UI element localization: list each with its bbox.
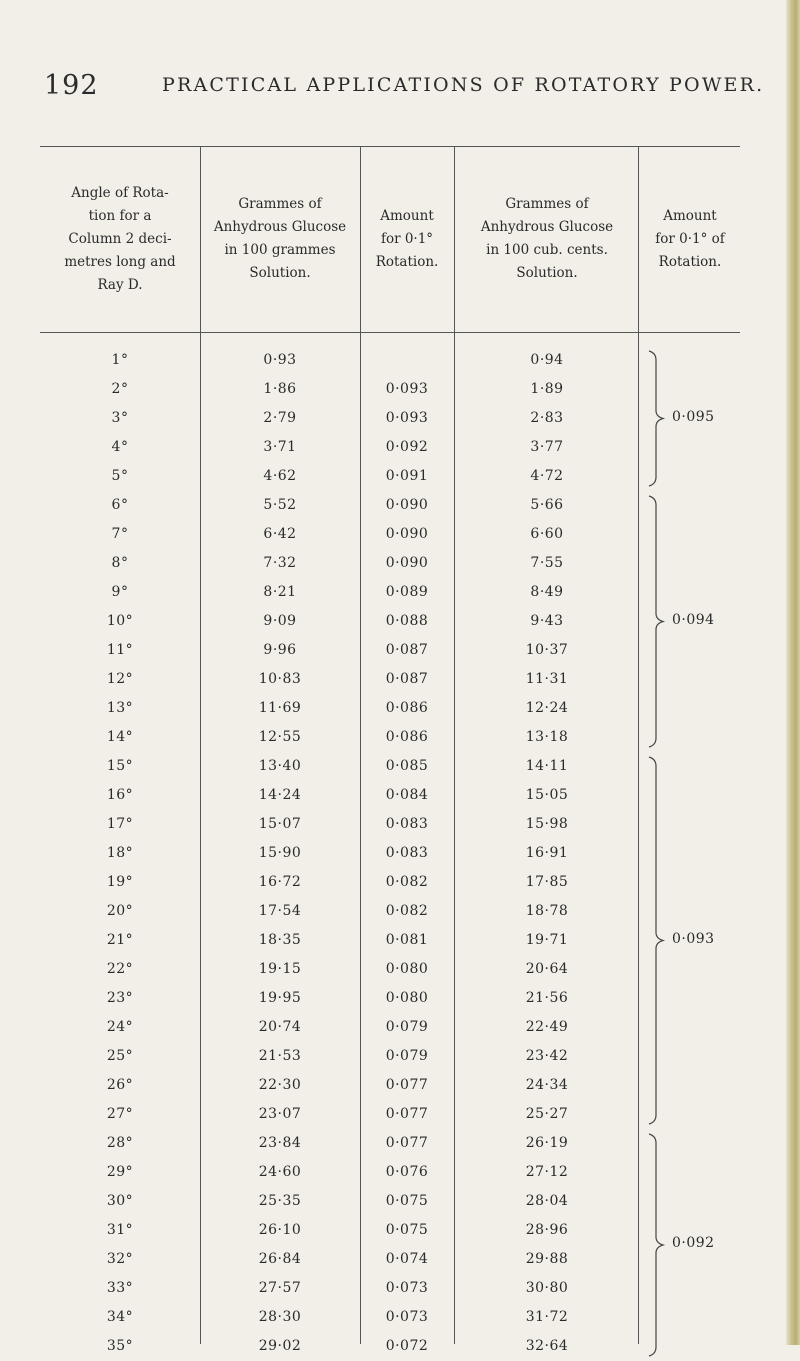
grams-per-100cc-cell: 14·11 bbox=[525, 758, 569, 774]
grams-per-100g-cell: 29·02 bbox=[258, 1338, 302, 1354]
angle-cell: 18° bbox=[106, 845, 134, 861]
table-row bbox=[40, 636, 740, 665]
table-row bbox=[40, 462, 740, 491]
amount-cell: 0·079 bbox=[385, 1019, 429, 1035]
table-row bbox=[40, 1245, 740, 1274]
amount-cell: 0·087 bbox=[385, 671, 429, 687]
angle-cell: 31° bbox=[106, 1222, 134, 1238]
table-row bbox=[40, 491, 740, 520]
angle-cell: 26° bbox=[106, 1077, 134, 1093]
grams-per-100g-cell: 0·93 bbox=[263, 352, 297, 368]
grams-per-100g-cell: 28·30 bbox=[258, 1309, 302, 1325]
table-row bbox=[40, 607, 740, 636]
angle-cell: 11° bbox=[106, 642, 134, 658]
grams-per-100g-cell: 18·35 bbox=[258, 932, 302, 948]
grams-per-100cc-cell: 22·49 bbox=[525, 1019, 569, 1035]
grams-per-100cc-cell: 28·96 bbox=[525, 1222, 569, 1238]
brace-icon bbox=[646, 756, 666, 1125]
group-amount: 0·092 bbox=[672, 1235, 715, 1251]
table-row bbox=[40, 1129, 740, 1158]
grams-per-100cc-cell: 24·34 bbox=[525, 1077, 569, 1093]
table-row bbox=[40, 1100, 740, 1129]
angle-cell: 34° bbox=[106, 1309, 134, 1325]
grams-per-100cc-cell: 28·04 bbox=[525, 1193, 569, 1209]
angle-cell: 9° bbox=[111, 584, 129, 600]
grams-per-100g-cell: 26·10 bbox=[258, 1222, 302, 1238]
grams-per-100g-cell: 9·96 bbox=[263, 642, 297, 658]
table-row bbox=[40, 549, 740, 578]
angle-cell: 2° bbox=[111, 381, 129, 397]
table-row bbox=[40, 752, 740, 781]
table-row bbox=[40, 1216, 740, 1245]
amount-cell: 0·080 bbox=[385, 961, 429, 977]
amount-cell: 0·075 bbox=[385, 1222, 429, 1238]
grams-per-100cc-cell: 25·27 bbox=[525, 1106, 569, 1122]
amount-cell: 0·074 bbox=[385, 1251, 429, 1267]
angle-cell: 7° bbox=[111, 526, 129, 542]
grams-per-100cc-cell: 16·91 bbox=[525, 845, 569, 861]
grams-per-100g-cell: 5·52 bbox=[263, 497, 297, 513]
grams-per-100cc-cell: 5·66 bbox=[530, 497, 564, 513]
amount-cell: 0·091 bbox=[385, 468, 429, 484]
brace-icon bbox=[646, 350, 666, 487]
angle-cell: 24° bbox=[106, 1019, 134, 1035]
angle-cell: 27° bbox=[106, 1106, 134, 1122]
amount-cell: 0·073 bbox=[385, 1280, 429, 1296]
angle-cell: 29° bbox=[106, 1164, 134, 1180]
table-row bbox=[40, 520, 740, 549]
table-row bbox=[40, 1071, 740, 1100]
grams-per-100cc-cell: 26·19 bbox=[525, 1135, 569, 1151]
amount-cell: 0·085 bbox=[385, 758, 429, 774]
grams-per-100g-cell: 22·30 bbox=[258, 1077, 302, 1093]
grams-per-100g-cell: 19·15 bbox=[258, 961, 302, 977]
angle-cell: 35° bbox=[106, 1338, 134, 1354]
amount-cell: 0·090 bbox=[385, 555, 429, 571]
table-row bbox=[40, 578, 740, 607]
page-edge bbox=[786, 0, 800, 1345]
grams-per-100cc-cell: 4·72 bbox=[530, 468, 564, 484]
grams-per-100g-cell: 23·84 bbox=[258, 1135, 302, 1151]
grams-per-100cc-cell: 6·60 bbox=[530, 526, 564, 542]
header-grams-per-100cc: Grammes of Anhydrous Glucose in 100 cub. cents. Solution. bbox=[480, 196, 614, 281]
table-row bbox=[40, 665, 740, 694]
table-row bbox=[40, 1274, 740, 1303]
angle-cell: 28° bbox=[106, 1135, 134, 1151]
amount-cell: 0·075 bbox=[385, 1193, 429, 1209]
grams-per-100g-cell: 24·60 bbox=[258, 1164, 302, 1180]
grams-per-100cc-cell: 18·78 bbox=[525, 903, 569, 919]
grams-per-100g-cell: 27·57 bbox=[258, 1280, 302, 1296]
angle-cell: 12° bbox=[106, 671, 134, 687]
angle-cell: 30° bbox=[106, 1193, 134, 1209]
grams-per-100cc-cell: 7·55 bbox=[530, 555, 564, 571]
angle-cell: 5° bbox=[111, 468, 129, 484]
grams-per-100g-cell: 14·24 bbox=[258, 787, 302, 803]
amount-cell: 0·093 bbox=[385, 410, 429, 426]
header-angle: Angle of Rota- tion for a Column 2 deci- metres long and Ray D. bbox=[64, 184, 176, 293]
grams-per-100g-cell: 13·40 bbox=[258, 758, 302, 774]
angle-cell: 14° bbox=[106, 729, 134, 745]
grams-per-100g-cell: 15·90 bbox=[258, 845, 302, 861]
table-row bbox=[40, 868, 740, 897]
brace-icon bbox=[646, 495, 666, 748]
grams-per-100g-cell: 12·55 bbox=[258, 729, 302, 745]
angle-cell: 25° bbox=[106, 1048, 134, 1064]
bracket-group bbox=[646, 756, 736, 1125]
grams-per-100cc-cell: 8·49 bbox=[530, 584, 564, 600]
grams-per-100g-cell: 19·95 bbox=[258, 990, 302, 1006]
angle-cell: 16° bbox=[106, 787, 134, 803]
table-row bbox=[40, 1042, 740, 1071]
grams-per-100g-cell: 7·32 bbox=[263, 555, 297, 571]
amount-cell: 0·090 bbox=[385, 526, 429, 542]
header-amount: Amount for 0·1° Rotation. bbox=[375, 207, 439, 270]
grams-per-100g-cell: 2·79 bbox=[263, 410, 297, 426]
angle-cell: 8° bbox=[111, 555, 129, 571]
amount-cell: 0·073 bbox=[385, 1309, 429, 1325]
grams-per-100cc-cell: 21·56 bbox=[525, 990, 569, 1006]
amount-cell: 0·089 bbox=[385, 584, 429, 600]
grams-per-100g-cell: 15·07 bbox=[258, 816, 302, 832]
grams-per-100g-cell: 21·53 bbox=[258, 1048, 302, 1064]
angle-cell: 10° bbox=[106, 613, 134, 629]
grams-per-100cc-cell: 10·37 bbox=[525, 642, 569, 658]
grams-per-100g-cell: 9·09 bbox=[263, 613, 297, 629]
grams-per-100g-cell: 6·42 bbox=[263, 526, 297, 542]
table-row bbox=[40, 1332, 740, 1361]
table-row bbox=[40, 404, 740, 433]
table-row bbox=[40, 723, 740, 752]
angle-cell: 19° bbox=[106, 874, 134, 890]
bracket-group bbox=[646, 350, 736, 487]
running-head bbox=[0, 70, 800, 106]
brace-icon bbox=[646, 1133, 666, 1357]
table-row bbox=[40, 1303, 740, 1332]
amount-cell: 0·083 bbox=[385, 816, 429, 832]
grams-per-100g-cell: 17·54 bbox=[258, 903, 302, 919]
grams-per-100g-cell: 8·21 bbox=[263, 584, 297, 600]
angle-cell: 17° bbox=[106, 816, 134, 832]
grams-per-100g-cell: 23·07 bbox=[258, 1106, 302, 1122]
header-grams-per-100g: Grammes of Anhydrous Glucose in 100 grammes Solution. bbox=[213, 196, 347, 281]
grams-per-100cc-cell: 23·42 bbox=[525, 1048, 569, 1064]
grams-per-100cc-cell: 0·94 bbox=[530, 352, 564, 368]
table-row bbox=[40, 433, 740, 462]
grams-per-100cc-cell: 31·72 bbox=[525, 1309, 569, 1325]
grams-per-100g-cell: 11·69 bbox=[258, 700, 302, 716]
grams-per-100g-cell: 25·35 bbox=[258, 1193, 302, 1209]
table-row bbox=[40, 810, 740, 839]
grams-per-100cc-cell: 27·12 bbox=[525, 1164, 569, 1180]
angle-cell: 15° bbox=[106, 758, 134, 774]
grams-per-100cc-cell: 20·64 bbox=[525, 961, 569, 977]
brace-path bbox=[649, 1134, 663, 1356]
page-number: 192 bbox=[44, 70, 99, 101]
grams-per-100g-cell: 1·86 bbox=[263, 381, 297, 397]
amount-cell: 0·079 bbox=[385, 1048, 429, 1064]
grams-per-100cc-cell: 13·18 bbox=[525, 729, 569, 745]
brace-path bbox=[649, 351, 663, 486]
amount-cell: 0·090 bbox=[385, 497, 429, 513]
group-amount: 0·093 bbox=[672, 930, 715, 947]
running-head-title: PRACTICAL APPLICATIONS OF ROTATORY POWER. bbox=[162, 74, 765, 96]
grams-per-100cc-cell: 32·64 bbox=[525, 1338, 569, 1354]
grams-per-100g-cell: 10·83 bbox=[258, 671, 302, 687]
grams-per-100cc-cell: 17·85 bbox=[525, 874, 569, 890]
amount-cell: 0·087 bbox=[385, 642, 429, 658]
angle-cell: 1° bbox=[111, 352, 129, 368]
angle-cell: 33° bbox=[106, 1280, 134, 1296]
amount-cell: 0·082 bbox=[385, 874, 429, 890]
grams-per-100cc-cell: 11·31 bbox=[525, 671, 569, 687]
table-row bbox=[40, 926, 740, 955]
angle-cell: 13° bbox=[106, 700, 134, 716]
table-row bbox=[40, 1187, 740, 1216]
amount-cell bbox=[360, 346, 454, 375]
angle-cell: 22° bbox=[106, 961, 134, 977]
table-row bbox=[40, 346, 740, 375]
grams-per-100cc-cell: 30·80 bbox=[525, 1280, 569, 1296]
angle-cell: 23° bbox=[106, 990, 134, 1006]
amount-cell: 0·081 bbox=[385, 932, 429, 948]
amount-cell: 0·077 bbox=[385, 1106, 429, 1122]
table-row bbox=[40, 955, 740, 984]
grams-per-100cc-cell: 1·89 bbox=[530, 381, 564, 397]
grams-per-100cc-cell: 29·88 bbox=[525, 1251, 569, 1267]
amount-cell: 0·086 bbox=[385, 729, 429, 745]
grams-per-100cc-cell: 3·77 bbox=[530, 439, 564, 455]
table-row bbox=[40, 1158, 740, 1187]
grams-per-100cc-cell: 15·05 bbox=[525, 787, 569, 803]
amount-cell: 0·088 bbox=[385, 613, 429, 629]
amount-cell: 0·082 bbox=[385, 903, 429, 919]
grams-per-100cc-cell: 12·24 bbox=[525, 700, 569, 716]
grams-per-100g-cell: 4·62 bbox=[263, 468, 297, 484]
amount-cell: 0·084 bbox=[385, 787, 429, 803]
group-amount: 0·094 bbox=[672, 611, 715, 628]
amount-cell: 0·080 bbox=[385, 990, 429, 1006]
brace-path bbox=[649, 496, 663, 747]
table-row bbox=[40, 897, 740, 926]
header-amount-of-rotation: Amount for 0·1° of Rotation. bbox=[655, 207, 725, 270]
grams-per-100g-cell: 3·71 bbox=[263, 439, 297, 455]
grams-per-100g-cell: 20·74 bbox=[258, 1019, 302, 1035]
table-row bbox=[40, 1013, 740, 1042]
amount-cell: 0·077 bbox=[385, 1077, 429, 1093]
bracket-group bbox=[646, 495, 736, 748]
angle-cell: 20° bbox=[106, 903, 134, 919]
table-row bbox=[40, 984, 740, 1013]
table-row bbox=[40, 781, 740, 810]
grams-per-100cc-cell: 9·43 bbox=[530, 613, 564, 629]
grams-per-100cc-cell: 2·83 bbox=[530, 410, 564, 426]
amount-cell: 0·076 bbox=[385, 1164, 429, 1180]
amount-cell: 0·072 bbox=[385, 1338, 429, 1354]
angle-cell: 21° bbox=[106, 932, 134, 948]
table-row bbox=[40, 375, 740, 404]
amount-cell: 0·093 bbox=[385, 381, 429, 397]
amount-cell: 0·092 bbox=[385, 439, 429, 455]
grams-per-100cc-cell: 15·98 bbox=[525, 816, 569, 832]
grams-per-100cc-cell: 19·71 bbox=[525, 932, 569, 948]
table-row bbox=[40, 694, 740, 723]
angle-cell: 6° bbox=[111, 497, 129, 513]
group-amount: 0·095 bbox=[672, 408, 715, 425]
angle-cell: 32° bbox=[106, 1251, 134, 1267]
bracket-group bbox=[646, 1133, 736, 1357]
angle-cell: 3° bbox=[111, 410, 129, 426]
amount-cell: 0·077 bbox=[385, 1135, 429, 1151]
amount-cell: 0·083 bbox=[385, 845, 429, 861]
angle-cell: 4° bbox=[111, 439, 129, 455]
brace-path bbox=[649, 757, 663, 1124]
table-row bbox=[40, 839, 740, 868]
grams-per-100g-cell: 16·72 bbox=[258, 874, 302, 890]
header-bottom-rule bbox=[40, 332, 740, 333]
amount-cell: 0·086 bbox=[385, 700, 429, 716]
grams-per-100g-cell: 26·84 bbox=[258, 1251, 302, 1267]
